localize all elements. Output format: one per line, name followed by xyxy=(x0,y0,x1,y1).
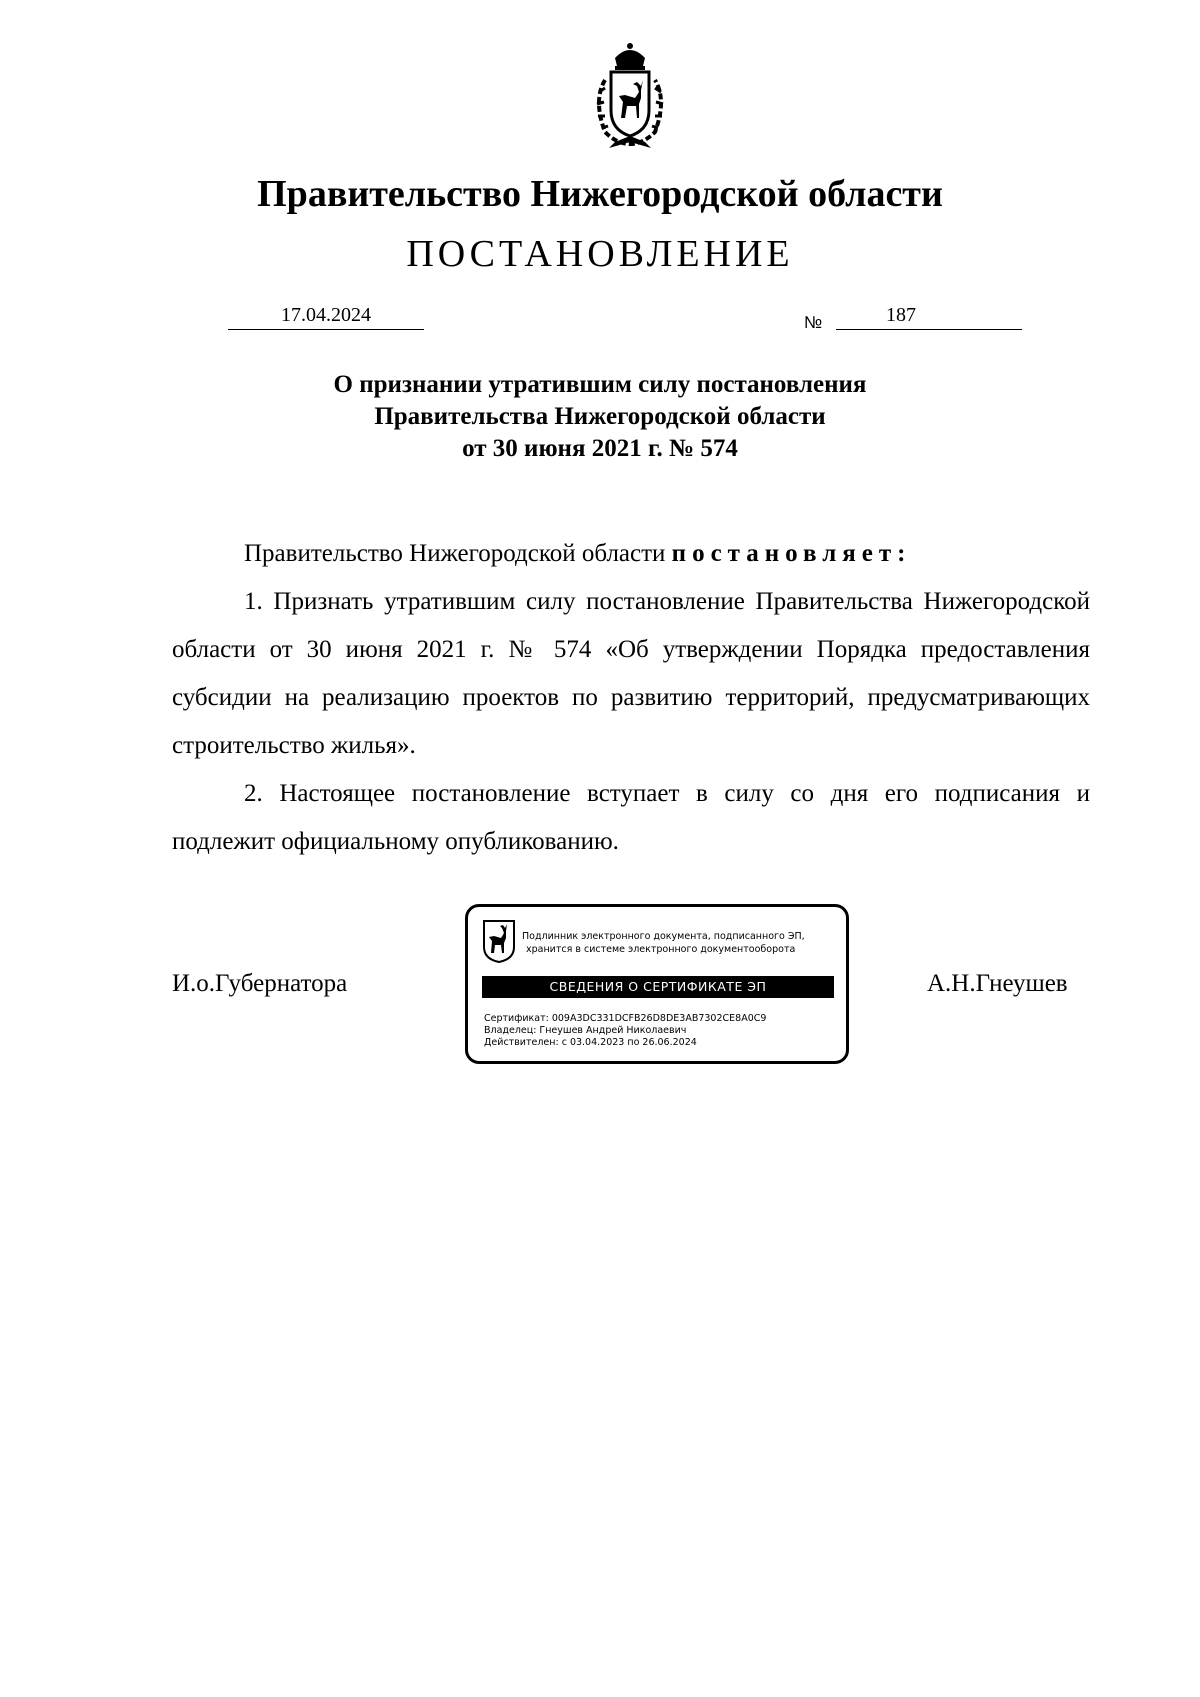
enacting-clause xyxy=(172,530,1090,578)
enacting-clause-text: Правительство Нижегородской области xyxy=(244,540,672,567)
number-sign: № xyxy=(804,313,823,332)
stamp-original-note: Подлинник электронного документа, подписанного ЭП, xyxy=(522,931,805,942)
stamp-certificate-header: СВЕДЕНИЯ О СЕРТИФИКАТЕ ЭП xyxy=(482,976,834,998)
stamp-owner: Владелец: Гнеушев Андрей Николаевич xyxy=(484,1025,687,1036)
subject-line-3: от 30 июня 2021 г. № 574 xyxy=(462,435,738,462)
item-2: 2. Настоящее постановление вступает в силу со дня его подписания и подлежит официальному опубликованию. xyxy=(172,780,1090,855)
coat-of-arms-icon xyxy=(575,40,685,150)
stamp-storage-note: хранится в системе электронного документооборота xyxy=(526,944,796,955)
government-title: Правительство Нижегородской области xyxy=(257,173,943,215)
item-1: 1. Признать утратившим силу постановление Правительства Нижегородской области от 30 июня 2021 г. № 574 «Об утверждении Порядка предоставления субсидии на реализацию проектов по развитию территорий, предусматривающих строительство жилья». xyxy=(172,588,1090,759)
electronic-signature-stamp xyxy=(465,904,849,1064)
subject-line-2: Правительства Нижегородской области xyxy=(374,403,826,430)
document-number: 187 xyxy=(836,304,1022,330)
document-body xyxy=(172,530,1090,866)
stamp-certificate-id: Сертификат: 009A3DC331DCFB26D8DE3AB7302CE8A0C9 xyxy=(484,1013,767,1024)
stamp-validity: Действителен: с 03.04.2023 по 26.06.2024 xyxy=(484,1037,697,1048)
signer-title: И.о.Губернатора xyxy=(172,970,348,997)
document-subject xyxy=(0,369,1200,465)
subject-line-1: О признании утратившим силу постановления xyxy=(333,371,867,398)
deer-emblem-icon xyxy=(482,919,516,963)
signer-name: А.Н.Гнеушев xyxy=(927,970,1068,997)
enacting-clause-verb: постановляет: xyxy=(671,540,912,567)
document-date: 17.04.2024 xyxy=(228,304,424,330)
document-type-heading: ПОСТАНОВЛЕНИЕ xyxy=(406,233,794,275)
